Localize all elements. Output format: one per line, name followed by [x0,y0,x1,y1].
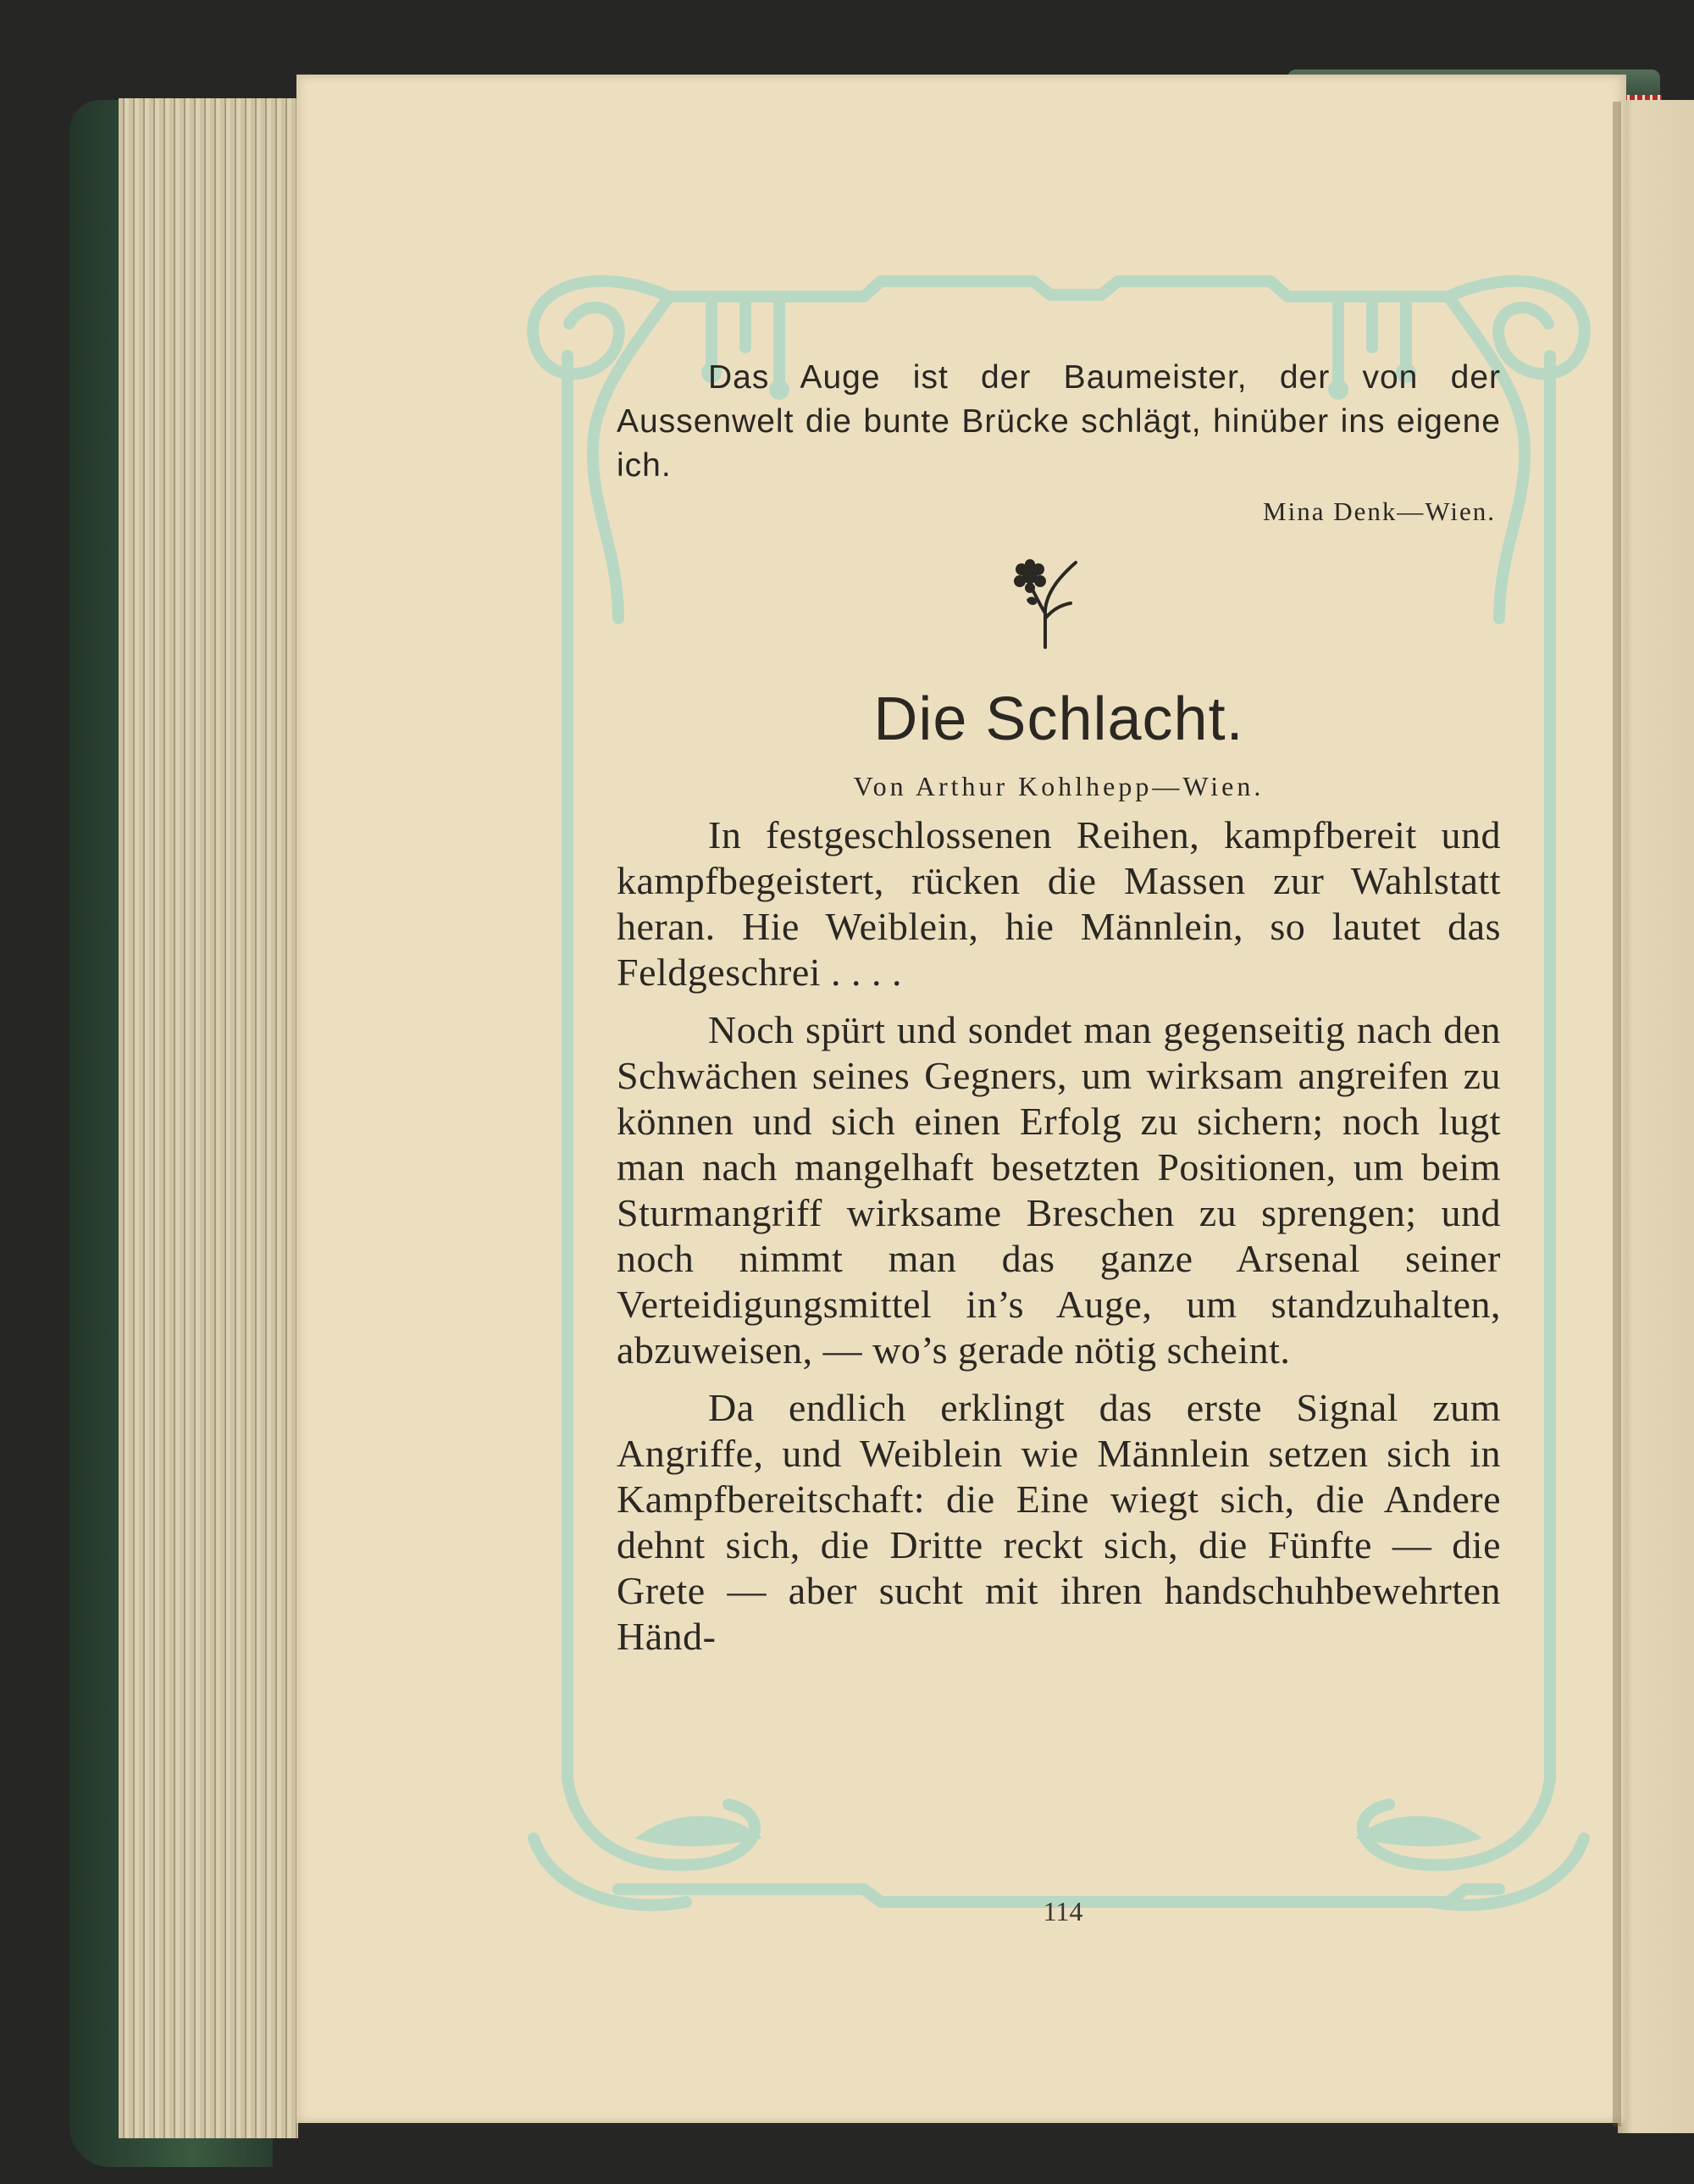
motto-author: Mina Denk—Wien. [1263,496,1496,526]
article-byline: Von Arthur Kohlhepp—Wien. [853,771,1265,801]
article-title: Die Schlacht. [873,685,1244,753]
article-paragraph-3: Da endlich erklingt das erste Signal zum Angriffe, und Weiblein wie Männlein setzen sich in Kampfbereitschaft: die Eine wiegt sich, die Andere dehnt sich, die Dritte reckt sich, die Fünfte — die Grete — aber sucht mit ihren handschuhbewehrten Händ- [617,1386,1501,1658]
facing-page-edge [1618,100,1694,2133]
page-text-block [617,356,1501,1660]
article-paragraph-2: Noch spürt und sondet man gegenseitig nach den Schwächen seines Gegners, um wirksam angreifen zu können und sich einen Erfolg zu sichern; noch lugt man nach mangelhaft besetzten Positionen, um beim Sturmangriff wirksame Breschen zu sprengen; und noch nimmt man das ganze Arsenal seiner Verteidigungsmittel in’s Auge, um standzuhalten, abzuweisen, — wo’s gerade nötig scheint. [617,1008,1501,1372]
page-stack [119,98,298,2138]
page-number: 114 [1043,1896,1083,1926]
article-paragraph-1: In festgeschlossenen Reihen, kampfbereit und kampfbegeistert, rücken die Massen zur Wahlstatt heran. Hie Weiblein, hie Männlein, so lautet das Feldgeschrei . . . . [617,813,1501,994]
motto-quote: Das Auge ist der Baumeister, der von der Aussenwelt die bunte Brücke schlägt, hinüber ins eigene ich. [617,359,1501,484]
flower-icon [1011,557,1088,651]
